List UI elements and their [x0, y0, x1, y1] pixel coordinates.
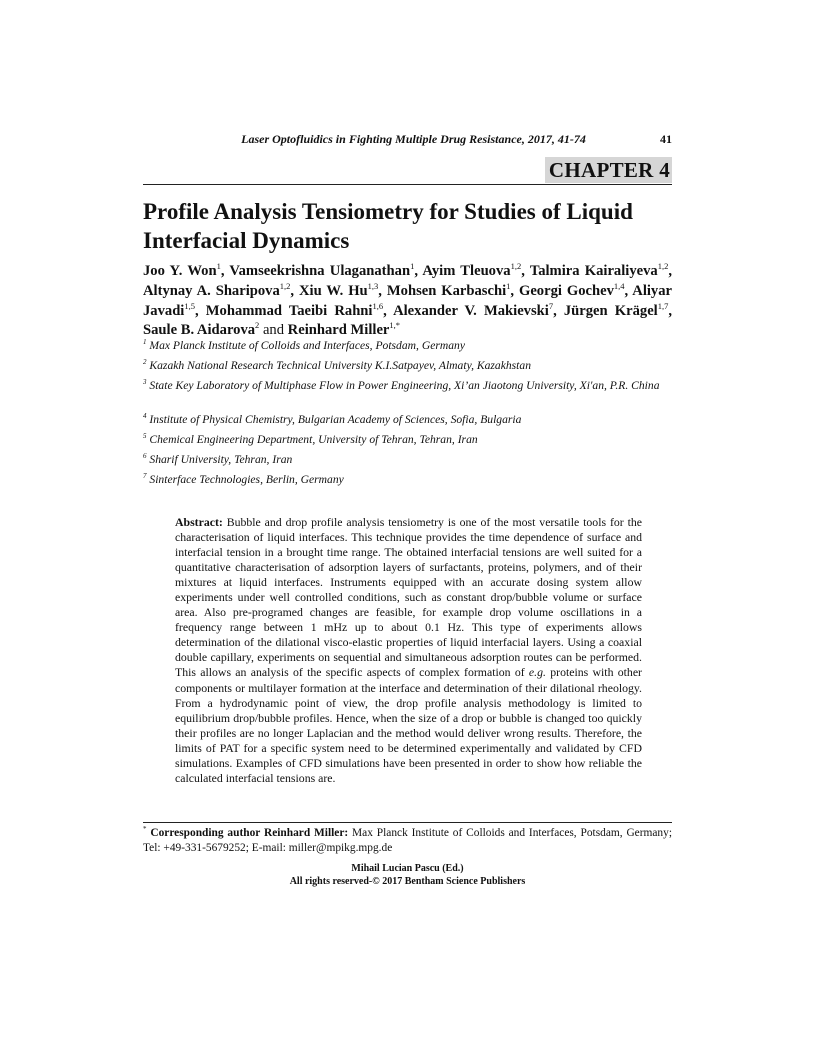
corresponding-author-footnote	[143, 826, 672, 856]
author-separator: ,	[668, 263, 672, 279]
affiliation-number: 3	[143, 378, 147, 387]
author-affiliation-mark: 1,2	[657, 261, 669, 272]
rights-line: All rights reserved-© 2017 Bentham Science Publishers	[289, 876, 526, 887]
editor-line: Mihail Lucian Pascu (Ed.)	[351, 863, 464, 874]
affiliation-text: Institute of Physical Chemistry, Bulgarian Academy of Sciences, Sofia, Bulgaria	[149, 413, 522, 426]
footnote-mark: *	[143, 825, 147, 834]
journal-title: Laser Optofluidics in Fighting Multiple Drug Resistance	[241, 132, 522, 146]
author-name: Altynay A. Sharipova	[143, 282, 280, 299]
author-name: Talmira Kairaliyeva	[529, 263, 658, 279]
author-separator: ,	[383, 302, 394, 319]
affiliation-item	[143, 472, 672, 488]
affiliation-number: 5	[143, 432, 147, 441]
author-name: Aliyar Javadi	[143, 282, 673, 319]
author-separator: ,	[414, 263, 423, 279]
abstract-eg: e.g.	[528, 665, 546, 680]
affiliation-text: Chemical Engineering Department, University of Tehran, Tehran, Iran	[149, 433, 478, 446]
author-name: Reinhard Miller	[287, 322, 390, 339]
footnote-label: Corresponding author Reinhard Miller:	[150, 827, 349, 839]
author-separator: ,	[378, 282, 387, 299]
affiliation-text: State Key Laboratory of Multiphase Flow in Power Engineering, Xi’an Jiaotong University, Xi'an, P.R. China	[149, 379, 660, 392]
footnote-divider	[143, 822, 672, 823]
author-separator: ,	[220, 263, 230, 279]
affiliation-text: Kazakh National Research Technical University K.I.Satpayev, Almaty, Kazakhstan	[149, 359, 531, 372]
abstract-text-1: Bubble and drop profile analysis tensiometry is one of the most versatile tools for the characterisation of liquid interfaces. This technique provides the time dependence of surface and interfacial tension in a brought time range. The obtained interfacial tensions are well suited for a quantitative characterisation of adsorption layers of surfactants, proteins, polymers, and of their mixtures at liquid interfaces. Instruments equipped with an accurate dosing system allow experiments under well controlled conditions, such as constant drop/bubble volume or surface area. Also pre-programed changes are feasible, for example drop volume oscillations in a frequency range between 1 mHz up to about 0.1 Hz. This type of experiments allows determination of the dilational visco-elastic properties of liquid interfacial layers. Using a coaxial double capillary, experiments on sequential and simultaneous adsorption routes can be performed. This allows an analysis of the specific aspects of complex formation of	[175, 515, 642, 680]
affiliation-number: 6	[143, 452, 147, 461]
chapter-label: CHAPTER 4	[545, 157, 672, 183]
author-affiliation-mark: 1,7	[657, 300, 669, 311]
author-name: Xiu W. Hu	[298, 282, 368, 299]
abstract-text-2: proteins with other components or multilayer formation at the interface and determination of their dilational rheology. From a hydrodynamic point of view, the drop profile analysis methodology is limited to equilibrium drop/bubble profiles. Hence, when the size of a drop or bubble is changed too quickly their profiles are no longer Laplacian and the method would deliver wrong results. Therefore, the limits of PAT for a specific system need to be determined experimentally and validated by CFD simulations. Examples of CFD simulations have been presented in order to show how reliable the calculated interfacial tensions are.	[175, 665, 642, 785]
author-name: Mohammad Taeibi Rahni	[205, 302, 373, 319]
affiliation-number: 4	[143, 412, 147, 421]
affiliation-item	[143, 338, 672, 354]
author-separator: ,	[624, 282, 633, 299]
author-affiliation-mark: 1,5	[184, 300, 195, 311]
affiliation-item	[143, 452, 672, 468]
affiliation-item	[143, 358, 672, 374]
author-separator: ,	[553, 302, 564, 319]
author-name: Jürgen Krägel	[563, 302, 658, 319]
author-affiliation-mark: 2	[255, 320, 260, 331]
author-separator: ,	[290, 282, 299, 299]
author-name: Saule B. Aidarova	[143, 322, 256, 339]
affiliation-text: Sinterface Technologies, Berlin, Germany	[149, 473, 344, 486]
author-name: Ayim Tleuova	[422, 263, 511, 279]
abstract-label: Abstract:	[175, 515, 223, 529]
author-affiliation-mark: 1	[410, 261, 415, 272]
abstract	[175, 515, 642, 786]
author-affiliation-mark: 1	[216, 261, 221, 272]
author-separator: ,	[194, 302, 206, 319]
author-affiliation-mark: 1,*	[389, 320, 401, 331]
affiliation-number: 7	[143, 472, 147, 481]
chapter-header	[143, 157, 672, 185]
author-separator: ,	[668, 302, 673, 319]
paper-title: Profile Analysis Tensiometry for Studies of Liquid Interfacial Dynamics	[143, 199, 633, 253]
author-list	[143, 262, 672, 341]
author-separator: ,	[510, 282, 519, 299]
running-head	[143, 132, 672, 147]
year-pages: , 2017, 41-74	[521, 132, 586, 146]
affiliation-item	[143, 378, 672, 394]
author-affiliation-mark: 1,2	[279, 280, 291, 291]
author-affiliation-mark: 7	[548, 300, 554, 311]
author-name: Mohsen Karbaschi	[386, 282, 507, 299]
affiliation-text: Max Planck Institute of Colloids and Interfaces, Potsdam, Germany	[149, 339, 465, 352]
affiliation-item	[143, 432, 672, 448]
footnote-text: Max Planck Institute of Colloids and Interfaces, Potsdam, Germany; Tel: +49-331-5679252; E-mail: miller@mpikg.mpg.de	[143, 827, 672, 854]
affiliation-text: Sharif University, Tehran, Iran	[149, 453, 293, 466]
running-head-title	[143, 132, 672, 147]
author-separator: ,	[521, 263, 530, 279]
author-name: Vamseekrishna Ulaganathan	[229, 263, 411, 279]
author-affiliation-mark: 1	[506, 280, 511, 291]
author-conjunction: and	[259, 322, 288, 339]
affiliation-item	[143, 412, 672, 428]
author-affiliation-mark: 1,4	[613, 280, 625, 291]
publisher-info	[143, 862, 672, 888]
affiliation-number: 1	[143, 338, 147, 347]
page-number: 41	[660, 132, 672, 146]
author-affiliation-mark: 1,2	[510, 261, 522, 272]
author-name: Joo Y. Won	[143, 263, 217, 279]
author-affiliation-mark: 1,6	[372, 300, 384, 311]
author-affiliation-mark: 1,3	[367, 280, 379, 291]
author-name: Alexander V. Makievski	[393, 302, 549, 319]
author-name: Georgi Gochev	[518, 282, 614, 299]
affiliation-number: 2	[143, 358, 147, 367]
